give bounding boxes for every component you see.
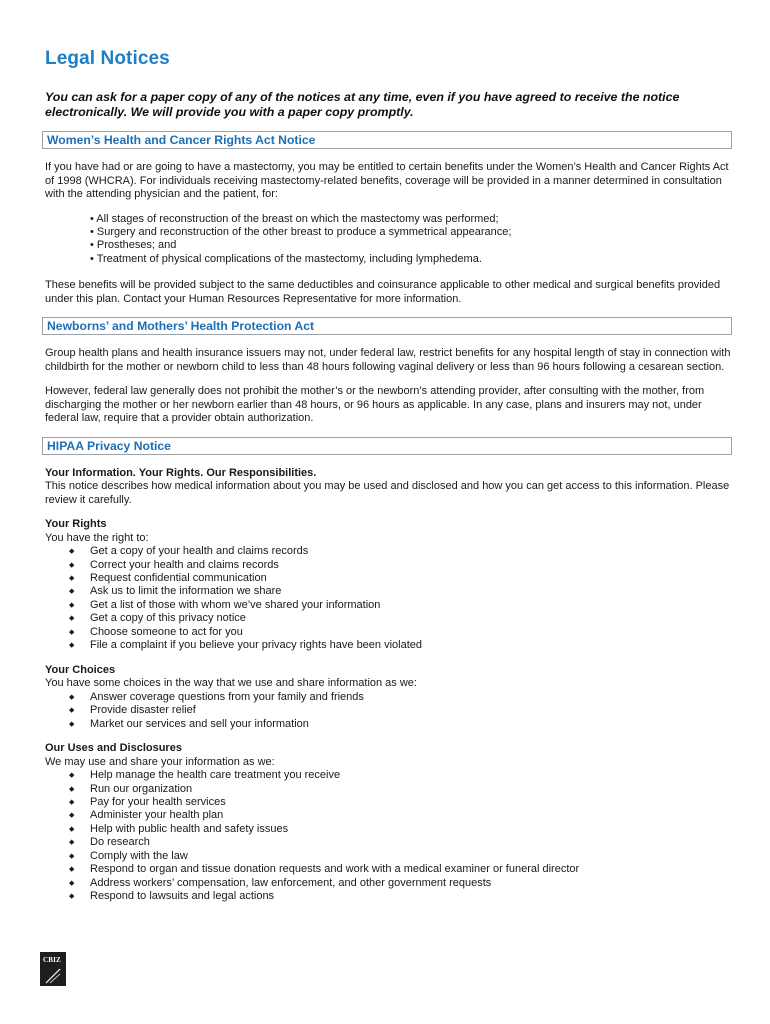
diamond-bullet-icon: ◆ [69,772,75,780]
legal-notices-page [45,48,735,904]
list-item: ◆ Get a copy of your health and claims records [69,545,309,558]
diamond-bullet-icon: ◆ [69,852,75,860]
list-item: ◆ Address workers’ compensation, law enforcement, and other government requests [69,876,492,889]
diamond-bullet-icon: ◆ [69,879,75,887]
diamond-bullet-icon: ◆ [69,561,75,569]
uses-title: Our Uses and Disclosures [45,742,182,755]
whcra-paragraph-2: These benefits will be provided subject to the same deductibles and coinsurance applicable to other medical and surgical benefits provided under this plan. Contact your Human Resources Representative for more information. [45,279,721,305]
diamond-bullet-icon: ◆ [69,785,75,793]
choices-list [69,691,735,731]
list-item: ◆ File a complaint if you believe your privacy rights have been violated [69,639,423,652]
logo-swoosh-icon [44,966,62,984]
diamond-bullet-icon: ◆ [69,812,75,820]
diamond-bullet-icon: ◆ [69,720,75,728]
list-item: ◆ Respond to lawsuits and legal actions [69,890,275,903]
list-item: • Prostheses; and [90,239,177,252]
hipaa-info-text: This notice describes how medical information about you may be used and disclosed and how you can get access to this information. Please review it carefully. [45,480,730,506]
nmhpa-paragraph-2: However, federal law generally does not prohibit the mother’s or the newborn’s attending provider, after consulting with the mother, from discharging the mother or her newborn earlier than 48 hours, or 96 hours as applicable. In any case, plans and insurers may not, under federal law, require that a provider obtain authorization. [45,385,705,425]
list-item: ◆ Ask us to limit the information we share [69,585,282,598]
hipaa-section-header: HIPAA Privacy Notice [42,437,732,455]
list-item: • Surgery and reconstruction of the other breast to produce a symmetrical appearance; [90,225,512,238]
nmhpa-section-header: Newborns’ and Mothers’ Health Protection Act [42,317,732,335]
diamond-bullet-icon: ◆ [69,642,75,650]
whcra-section-header: Women’s Health and Cancer Rights Act Notice [42,131,732,149]
rights-list [69,545,735,653]
list-item: ◆ Get a list of those with whom we’ve shared your information [69,598,381,611]
whcra-paragraph-1: If you have had or are going to have a mastectomy, you may be entitled to certain benefits under the Women’s Health and Cancer Rights Act of 1998 (WHCRA). For individuals receiving mastectomy-related benefits, coverage will be provided in a manner determined in consultation with the attending physician and the patient, for: [45,161,729,200]
nmhpa-paragraph-1: Group health plans and health insurance issuers may not, under federal law, restrict benefits for any hospital length of stay in connection with childbirth for the mother or newborn child to less than 48 hours following vaginal delivery or less than 96 hours following a cesarean section. [45,347,731,373]
rights-lead: You have the right to: [45,531,149,544]
list-item: ◆ Do research [69,836,150,849]
list-item: • All stages of reconstruction of the breast on which the mastectomy was performed; [90,212,499,225]
intro-text: You can ask for a paper copy of any of the notices at any time, even if you have agreed to receive the notice electronically. We will provide you with a paper copy promptly. [45,90,680,119]
logo-text: CBIZ [43,956,61,964]
list-item: ◆ Comply with the law [69,849,188,862]
choices-lead: You have some choices in the way that we use and share information as we: [45,677,417,690]
whcra-benefits-list [90,213,735,267]
diamond-bullet-icon: ◆ [69,693,75,701]
diamond-bullet-icon: ◆ [69,839,75,847]
list-item: • Treatment of physical complications of the mastectomy, including lymphedema. [90,252,482,265]
uses-lead: We may use and share your information as we: [45,755,275,768]
list-item: ◆ Help manage the health care treatment you receive [69,769,341,782]
diamond-bullet-icon: ◆ [69,866,75,874]
diamond-bullet-icon: ◆ [69,615,75,623]
list-item: ◆ Market our services and sell your information [69,717,309,730]
list-item: ◆ Run our organization [69,782,193,795]
list-item: ◆ Request confidential communication [69,572,267,585]
diamond-bullet-icon: ◆ [69,825,75,833]
list-item: ◆ Answer coverage questions from your family and friends [69,690,364,703]
choices-title: Your Choices [45,663,116,676]
list-item: ◆ Pay for your health services [69,796,226,809]
list-item: ◆ Help with public health and safety issues [69,822,289,835]
diamond-bullet-icon: ◆ [69,893,75,901]
list-item: ◆ Choose someone to act for you [69,625,243,638]
list-item: ◆ Administer your health plan [69,809,224,822]
page-title: Legal Notices [45,48,170,69]
list-item: ◆ Respond to organ and tissue donation requests and work with a medical examiner or funeral director [69,863,580,876]
diamond-bullet-icon: ◆ [69,601,75,609]
diamond-bullet-icon: ◆ [69,707,75,715]
diamond-bullet-icon: ◆ [69,799,75,807]
list-item: ◆ Correct your health and claims records [69,558,279,571]
uses-list [69,769,735,904]
rights-title: Your Rights [45,518,107,531]
diamond-bullet-icon: ◆ [69,588,75,596]
list-item: ◆ Get a copy of this privacy notice [69,612,246,625]
diamond-bullet-icon: ◆ [69,628,75,636]
cbiz-logo [40,952,66,986]
list-item: ◆ Provide disaster relief [69,704,196,717]
hipaa-info-title: Your Information. Your Rights. Our Responsibilities. [45,466,317,479]
diamond-bullet-icon: ◆ [69,548,75,556]
diamond-bullet-icon: ◆ [69,575,75,583]
